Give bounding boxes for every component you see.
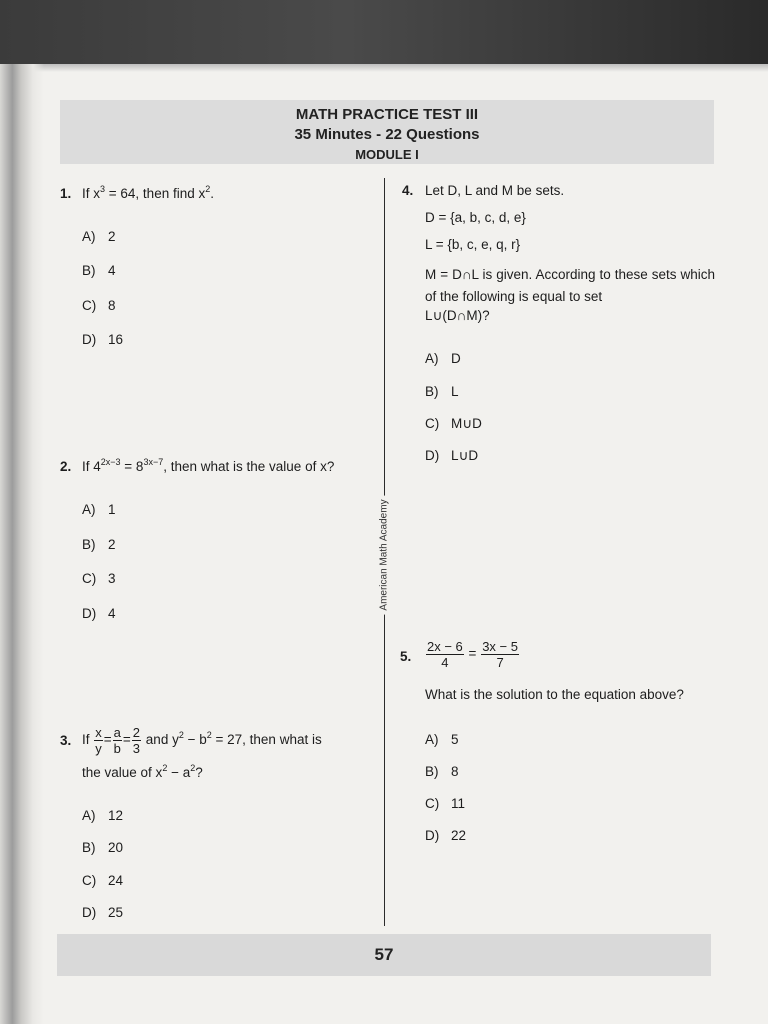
scan-dark-edge xyxy=(0,0,768,64)
option-b[interactable]: B) L xyxy=(425,384,459,399)
fraction-a-over-b: $\frac{a}{b}$ xyxy=(113,724,121,756)
divider-label: American Math Academy xyxy=(379,495,390,614)
question-text-paragraph: M = D∩L is given. According to these sets which of the following is equal to set xyxy=(425,267,715,304)
question-number: 1. xyxy=(60,186,72,201)
option-a[interactable]: A) 1 xyxy=(82,502,116,517)
question-text-line-1: Let D, L and M be sets. xyxy=(425,183,565,198)
question-text-line-2: the value of $x^2 - a^2$? xyxy=(82,763,203,780)
set-d-definition: D = {a, b, c, d, e} xyxy=(425,210,526,225)
option-d[interactable]: D) 22 xyxy=(425,828,467,843)
fraction-2-over-3: $\frac{2}{3}$ xyxy=(132,724,141,756)
option-c[interactable]: C) 8 xyxy=(82,298,116,313)
test-title: MATH PRACTICE TEST III xyxy=(295,106,479,123)
option-b[interactable]: B) 4 xyxy=(82,263,116,278)
option-d[interactable]: D) L∪D xyxy=(425,448,479,463)
option-a[interactable]: A) D xyxy=(425,351,461,366)
question-number: 3. xyxy=(60,733,72,748)
question-number: 5. xyxy=(400,649,412,664)
header-band xyxy=(60,100,714,164)
set-l-definition: L = {b, c, e, q, r} xyxy=(425,237,521,252)
module-label: MODULE I xyxy=(355,147,419,162)
option-b[interactable]: B) 8 xyxy=(425,764,459,779)
option-d[interactable]: D) 16 xyxy=(82,332,124,347)
question-text: If $\frac{x}{y}$ = $\frac{a}{b}$ = $\frac{2}{3}$ and $y^2 - b^2 = 27$, then what is xyxy=(82,724,322,756)
page-number: 57 xyxy=(374,945,394,964)
option-b[interactable]: B) 20 xyxy=(82,840,124,855)
option-c[interactable]: C) M∪D xyxy=(425,416,482,431)
question-text: If $x^3 = 64$, then find $x^2$. xyxy=(82,184,215,201)
option-d[interactable]: D) 25 xyxy=(82,905,124,920)
fraction-rhs: $\frac{3x - 5}{7}$ xyxy=(482,639,518,670)
equation: $\frac{2x - 6}{4}$ = $\frac{3x - 5}{7}$ xyxy=(427,639,518,670)
question-number: 2. xyxy=(60,459,72,474)
option-a[interactable]: A) 12 xyxy=(82,808,124,823)
fraction-x-over-y: $\frac{x}{y}$ xyxy=(95,724,102,756)
option-d[interactable]: D) 4 xyxy=(82,606,116,621)
option-b[interactable]: B) 2 xyxy=(82,537,116,552)
question-text: If $4^{2x-3} = 8^{3x-7}$, then what is the value of x? xyxy=(82,457,335,474)
option-c[interactable]: C) 11 xyxy=(425,796,466,811)
question-text-last-line: L∪(D∩M)? xyxy=(425,308,490,323)
fraction-lhs: $\frac{2x - 6}{4}$ xyxy=(427,639,463,670)
option-c[interactable]: C) 24 xyxy=(82,873,124,888)
option-c[interactable]: C) 3 xyxy=(82,571,116,586)
option-a[interactable]: A) 5 xyxy=(425,732,459,747)
question-prompt: What is the solution to the equation above? xyxy=(425,687,684,702)
footer-band xyxy=(57,934,711,976)
book-spine-shadow xyxy=(0,64,44,1024)
test-subtitle: 35 Minutes - 22 Questions xyxy=(294,126,480,143)
option-a[interactable]: A) 2 xyxy=(82,229,116,244)
question-number: 4. xyxy=(402,183,414,198)
